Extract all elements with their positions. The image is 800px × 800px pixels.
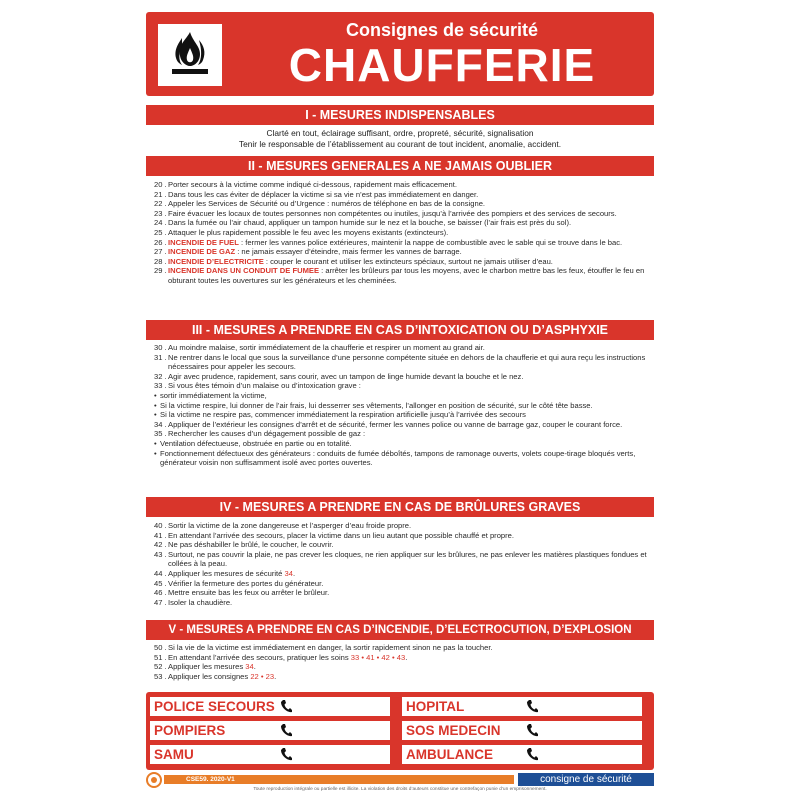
header-title: CHAUFFERIE (288, 39, 596, 91)
flame-icon (158, 24, 222, 86)
list-item: 40 . Sortir la victime de la zone dangereuse et l’asperger d’eau froide propre. (154, 521, 412, 530)
list-item: 35 . Rechercher les causes d’un dégagement possible de gaz : (154, 429, 366, 439)
contact-hopital[interactable]: HOPITAL (402, 697, 642, 716)
list-item: 30 . Au moindre malaise, sortir immédiatement de la chaufferie et respirer un moment au grand air. (154, 343, 485, 352)
list-item: 46 . Mettre ensuite bas les feux ou arrêter le brûleur. (154, 588, 330, 598)
section-1-title: I - MESURES INDISPENSABLES (146, 105, 654, 125)
phone-icon (280, 699, 292, 714)
contact-ambulance[interactable]: AMBULANCE (402, 745, 642, 764)
list-bullet: • sortir immédiatement la victime, (154, 390, 267, 400)
section-3-title: III - MESURES A PRENDRE EN CAS D’INTOXICATION OU D’ASPHYXIE (146, 320, 654, 340)
list-item: 23 . Faire évacuer les locaux de toutes personnes non compétentes ou inutiles, jusqu’à l’arrivée des pompiers et des services de secours. (154, 208, 617, 218)
section-5-title: V - MESURES A PRENDRE EN CAS D’INCENDIE, D’ELECTROCUTION, D’EXPLOSION (146, 620, 654, 640)
list-item: 45 . Vérifier la fermeture des portes du générateur. (154, 578, 324, 588)
section-4-list (154, 521, 648, 607)
list-item: 28 . INCENDIE D’ELECTRICITE : couper le courant et utiliser les extincteurs spéciaux, surtout ne jamais utiliser d’eau. (154, 256, 553, 266)
section-3-list (154, 343, 648, 468)
list-bullet: • Fonctionnement défectueux des générateurs : conduits de fumée déboîtés, tampons de ramonage ouverts, volets coupe-tirage bloqués verts, générateur voisin non suffisamment isolé avec portes ouvertes. (154, 448, 636, 468)
contact-pompiers[interactable]: POMPIERS (150, 721, 390, 740)
list-bullet: • Si la victime ne respire pas, commencer immédiatement la respiration artificielle jusqu’à l’arrivée des secours (154, 410, 526, 420)
list-item: 42 . Ne pas déshabiller le brûlé, le coucher, le couvrir. (154, 540, 334, 550)
list-item: 52 . Appliquer les mesures 34. (154, 662, 256, 672)
section-1-line-1: Clarté en tout, éclairage suffisant, ordre, propreté, sécurité, signalisation (266, 128, 534, 138)
contact-sos-medecin[interactable]: SOS MEDECIN (402, 721, 642, 740)
poster-footer (146, 773, 654, 786)
list-item: 27 . INCENDIE DE GAZ : ne jamais essayer d’éteindre, mais fermer les vannes de barrage. (154, 247, 462, 257)
footer-tag: consigne de sécurité (518, 773, 654, 786)
list-item: 25 . Attaquer le plus rapidement possible le feu avec les moyens existants (extincteurs). (154, 227, 449, 237)
legal-notice: Toute reproduction intégrale ou partielle est illicite. La violation des droits d’auteurs constitue une contrefaçon punie d’un emprisonnement. (253, 787, 547, 792)
list-item: 32 . Agir avec prudence, rapidement, sans courir, avec un tampon de linge humide devant la bouche et le nez. (154, 371, 524, 381)
contact-samu[interactable]: SAMU (150, 745, 390, 764)
list-item: 47 . Isoler la chaudière. (154, 597, 233, 607)
list-item: 50 . Si la vie de la victime est immédiatement en danger, la sortir rapidement sinon ne pas la toucher. (154, 643, 493, 652)
list-bullet: • Ventilation défectueuse, obstruée en partie ou en totalité. (154, 438, 352, 448)
list-item: 33 . Si vous êtes témoin d’un malaise ou d’intoxication grave : (154, 381, 361, 391)
list-item: 26 . INCENDIE DE FUEL : fermer les vannes police extérieures, maintenir la nappe de combustible avec le sable qui se trouve dans le bac. (154, 237, 623, 247)
section-1-line-2: Tenir le responsable de l’établissement au courant de tout incident, anomalie, accident. (238, 139, 562, 149)
list-item: 51 . En attendant l’arrivée des secours, pratiquer les soins 33 • 41 • 42 • 43. (154, 652, 408, 662)
poster-code: CSE59. 2020-V1 (186, 776, 235, 783)
contact-police[interactable]: POLICE SECOURS (150, 697, 390, 716)
safety-poster (146, 12, 654, 792)
header-subtitle: Consignes de sécurité (345, 20, 539, 40)
section-2-list (154, 180, 648, 286)
list-item: 41 . En attendant l’arrivée des secours, placer la victime dans un lieu autant que possible chauffé et propre. (154, 530, 515, 540)
phone-icon (280, 747, 292, 762)
section-4-title: IV - MESURES A PRENDRE EN CAS DE BRÛLURES GRAVES (146, 497, 654, 517)
section-2-title: II - MESURES GENERALES A NE JAMAIS OUBLIER (146, 156, 654, 176)
list-item: 22 . Appeler les Services de Sécurité ou d’Urgence : numéros de téléphone en bas de la consigne. (154, 199, 486, 209)
list-item: 24 . Dans la fumée ou l’air chaud, appliquer un tampon humide sur le nez et la bouche, se baisser (l’air frais est près du sol). (154, 218, 572, 228)
brand-logo-icon (146, 772, 162, 788)
list-item: 44 . Appliquer les mesures de sécurité 34. (154, 568, 296, 578)
list-item: 21 . Dans tous les cas éviter de déplacer la victime si sa vie n’est pas immédiatement en danger. (154, 189, 479, 199)
phone-icon (526, 699, 538, 714)
phone-icon (280, 723, 292, 738)
phone-icon (526, 723, 538, 738)
section-5-list (154, 643, 648, 681)
poster-header (146, 12, 654, 96)
list-item: 43 . Surtout, ne pas couvrir la plaie, ne pas crever les cloques, ne rien appliquer sur les brûlures, ne pas enlever les matières plastiques fondues et collées à la peau. (154, 549, 647, 569)
emergency-contacts (146, 692, 654, 770)
phone-icon (526, 747, 538, 762)
list-bullet: • Si la victime respire, lui donner de l’air frais, lui desserrer ses vêtements, l’allonger en position de sécurité, sur le côté tête basse. (154, 400, 593, 410)
list-item: 20 . Porter secours à la victime comme indiqué ci-dessous, rapidement mais efficacement. (154, 180, 457, 189)
list-item: 31 . Ne rentrer dans le local que sous la surveillance d’une personne compétente située en dehors de la chaufferie et qui aura reçu les instructions nécessaires pour appeler les secours. (154, 352, 646, 372)
list-item: 29 . INCENDIE DANS UN CONDUIT DE FUMEE : arrêter les brûleurs par tous les moyens, avec le charbon mettre bas les feux, étouffer le feu en obturant toutes les ouvertures sur les générateurs et les cheminées. (154, 266, 645, 285)
list-item: 53 . Appliquer les consignes 22 • 23. (154, 671, 277, 681)
list-item: 34 . Appliquer de l’extérieur les consignes d’arrêt et de sécurité, fermer les vannes police ou vanne de barrage gaz, couper le courant force. (154, 419, 623, 429)
